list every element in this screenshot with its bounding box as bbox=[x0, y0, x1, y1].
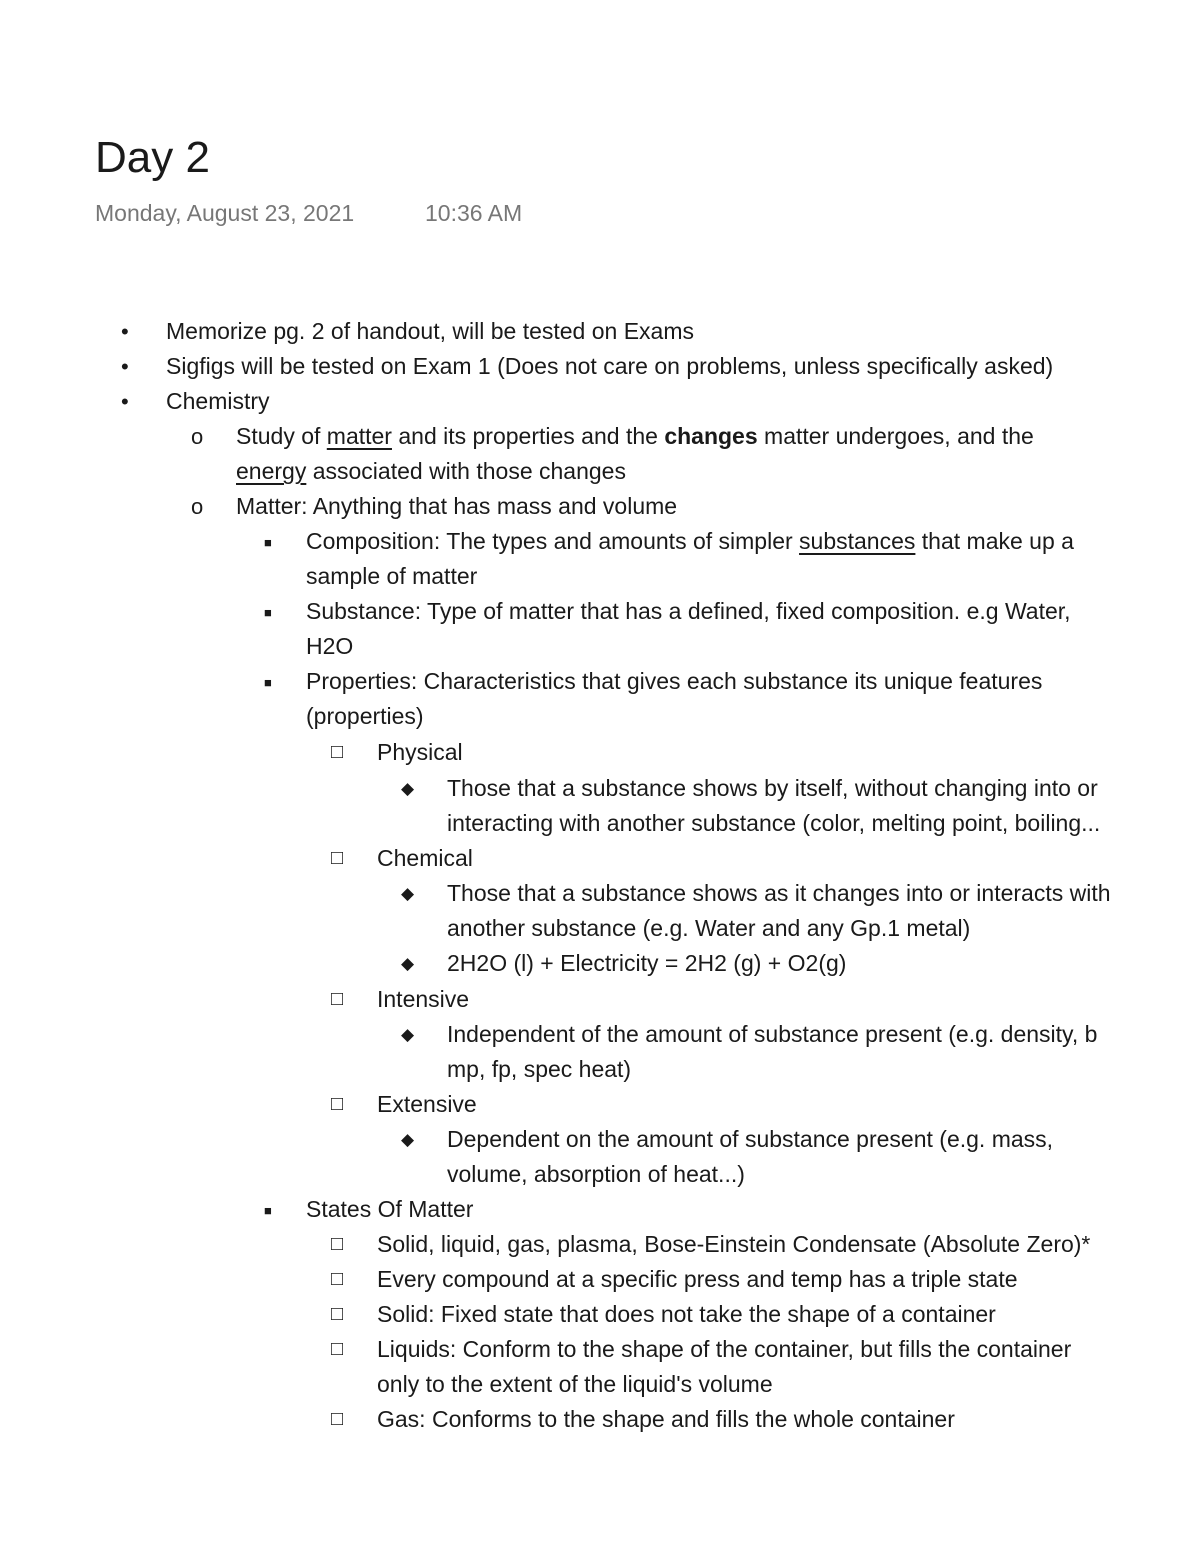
note-chemical-desc-cont: another substance (e.g. Water and any Gp.1 metal) bbox=[447, 915, 971, 941]
note-chemical: Chemical bbox=[377, 845, 473, 871]
note-physical-desc: Those that a substance shows by itself, without changing into or bbox=[447, 775, 1098, 801]
note-states-item: Solid: Fixed state that does not take the shape of a container bbox=[377, 1301, 996, 1327]
note-extensive-desc: Dependent on the amount of substance present (e.g. mass, bbox=[447, 1126, 1054, 1152]
note-study-definition: Study of matter and its properties and the changes matter undergoes, and the bbox=[236, 423, 1034, 449]
note-properties-cont: (properties) bbox=[306, 703, 424, 729]
bullet-square: ■ bbox=[264, 675, 272, 690]
note-physical: Physical bbox=[377, 739, 463, 765]
note-states-item: Solid, liquid, gas, plasma, Bose-Einstein Condensate (Absolute Zero)* bbox=[377, 1231, 1091, 1257]
note-matter-definition: Matter: Anything that has mass and volume bbox=[236, 493, 678, 519]
bullet-diamond: ◆ bbox=[401, 1130, 415, 1149]
bullet-diamond: ◆ bbox=[401, 779, 415, 798]
note-extensive-desc-cont: volume, absorption of heat...) bbox=[447, 1161, 745, 1187]
page-meta bbox=[95, 198, 523, 228]
page-time: 10:36 AM bbox=[425, 200, 523, 226]
bullet-box: □ bbox=[331, 988, 344, 1010]
note-study-definition-cont: energy associated with those changes bbox=[236, 458, 626, 484]
bullet-disc: • bbox=[121, 389, 129, 414]
bullet-disc: • bbox=[121, 354, 129, 379]
note-substance-cont: H2O bbox=[306, 633, 354, 659]
bullet-square: ■ bbox=[264, 1203, 272, 1218]
bullet-box: □ bbox=[331, 1303, 344, 1325]
note-physical-desc-cont: interacting with another substance (color, melting point, boiling... bbox=[447, 810, 1101, 836]
note-chemical-equation: 2H2O (l) + Electricity = 2H2 (g) + O2(g) bbox=[447, 950, 847, 976]
note-chemical-desc: Those that a substance shows as it changes into or interacts with bbox=[447, 880, 1111, 906]
note-memorize: Memorize pg. 2 of handout, will be tested on Exams bbox=[166, 318, 695, 344]
note-intensive-desc: Independent of the amount of substance present (e.g. density, b bbox=[447, 1021, 1098, 1047]
bold-term: changes bbox=[664, 423, 758, 449]
note-composition-cont: sample of matter bbox=[306, 563, 478, 589]
note-intensive: Intensive bbox=[377, 986, 470, 1012]
bullet-box: □ bbox=[331, 1338, 344, 1360]
underlined-term: energy bbox=[236, 458, 307, 484]
note-properties: Properties: Characteristics that gives each substance its unique features bbox=[306, 668, 1043, 694]
note-states-of-matter: States Of Matter bbox=[306, 1196, 474, 1222]
bullet-box: □ bbox=[331, 1233, 344, 1255]
bullet-box: □ bbox=[331, 1093, 344, 1115]
bullet-disc: • bbox=[121, 319, 129, 344]
note-extensive: Extensive bbox=[377, 1091, 477, 1117]
bullet-diamond: ◆ bbox=[401, 1025, 415, 1044]
page-title: Day 2 bbox=[95, 133, 210, 182]
bullet-diamond: ◆ bbox=[401, 884, 415, 903]
note-chemistry: Chemistry bbox=[166, 388, 270, 414]
note-states-item: Liquids: Conform to the shape of the container, but fills the container bbox=[377, 1336, 1072, 1362]
bullet-square: ■ bbox=[264, 535, 272, 550]
bullet-box: □ bbox=[331, 1268, 344, 1290]
underlined-term: matter bbox=[326, 423, 392, 449]
note-sigfigs: Sigfigs will be tested on Exam 1 (Does not care on problems, unless specifically asked) bbox=[166, 353, 1054, 379]
note-states-item: Every compound at a specific press and temp has a triple state bbox=[377, 1266, 1018, 1292]
note-states-item: Gas: Conforms to the shape and fills the whole container bbox=[377, 1406, 955, 1432]
note-composition: Composition: The types and amounts of simpler substances that make up a bbox=[306, 528, 1074, 554]
bullet-box: □ bbox=[331, 1408, 344, 1430]
bullet-circle: o bbox=[191, 494, 204, 519]
page-date: Monday, August 23, 2021 bbox=[95, 200, 355, 226]
bullet-box: □ bbox=[331, 741, 344, 763]
bullet-diamond: ◆ bbox=[401, 954, 415, 973]
note-states-item-cont: only to the extent of the liquid's volume bbox=[377, 1371, 773, 1397]
bullet-box: □ bbox=[331, 847, 344, 869]
bullet-square: ■ bbox=[264, 605, 272, 620]
note-intensive-desc-cont: mp, fp, spec heat) bbox=[447, 1056, 632, 1082]
note-substance: Substance: Type of matter that has a defined, fixed composition. e.g Water, bbox=[306, 598, 1071, 624]
bullet-circle: o bbox=[191, 424, 204, 449]
underlined-term: substances bbox=[799, 528, 916, 554]
